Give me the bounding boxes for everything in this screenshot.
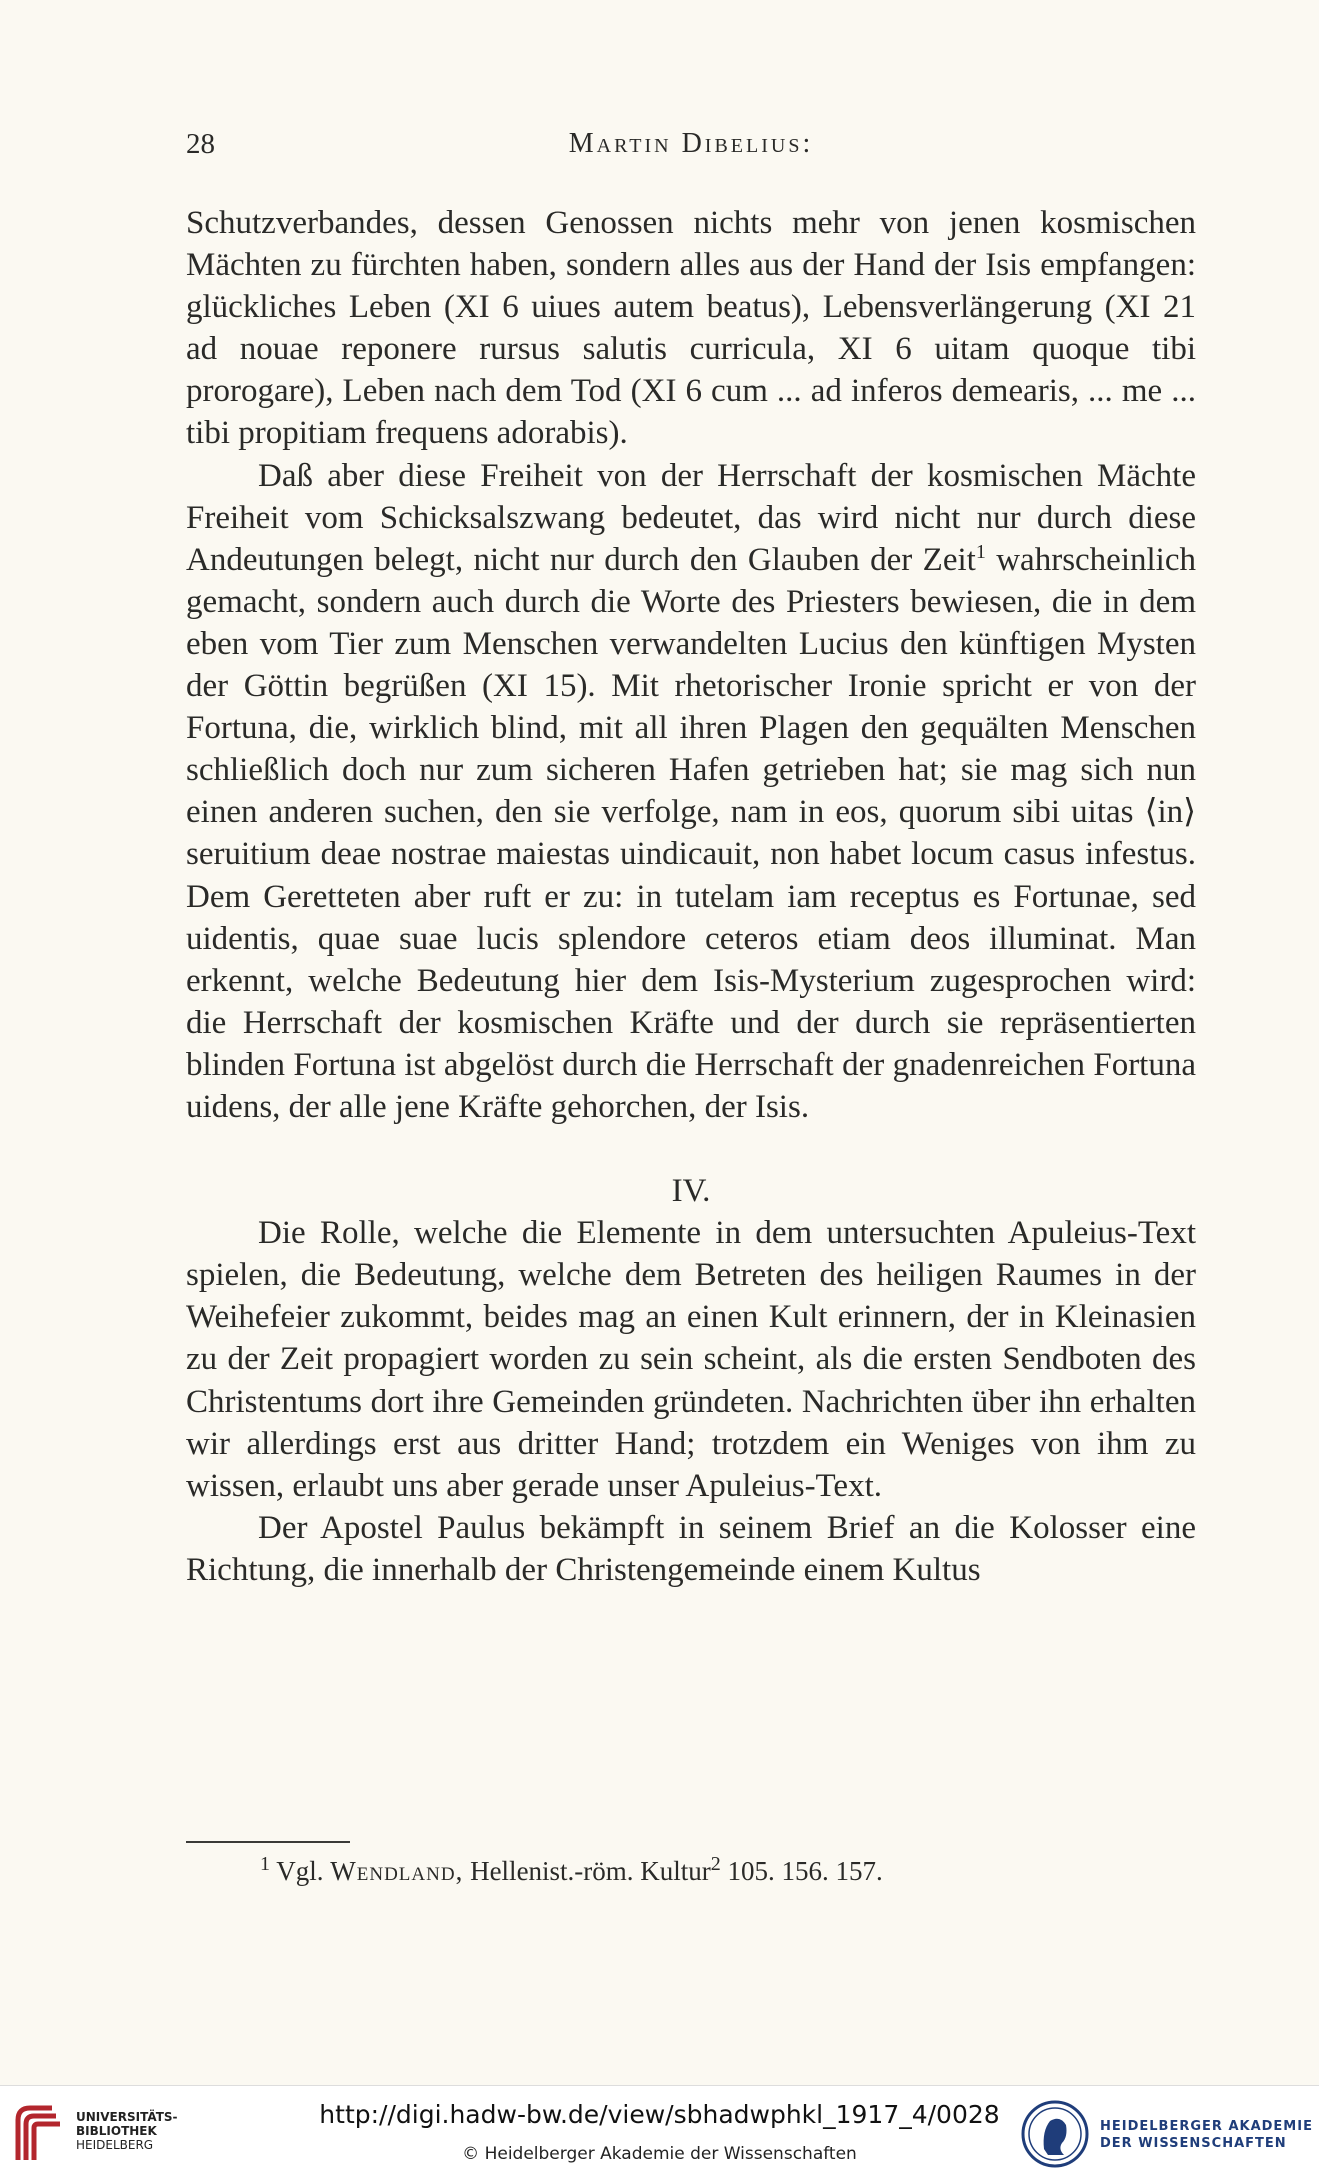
ub-line-1: UNIVERSITÄTS-: [76, 2110, 178, 2124]
copyright-notice: © Heidelberger Akademie der Wissenschaften: [462, 2144, 857, 2164]
footnote-pages: 105. 156. 157.: [727, 1856, 883, 1886]
academy-seal-icon[interactable]: [1020, 2097, 1090, 2171]
academy-name: [1100, 2118, 1313, 2152]
footnote-author: Wendland,: [330, 1856, 464, 1886]
footnote: [260, 1853, 883, 1887]
footnote-title: Hellenist.-röm. Kultur: [470, 1856, 711, 1886]
body-text: [186, 202, 1196, 1591]
footnote-edition: 2: [710, 1853, 721, 1875]
paragraph-4: Der Apostel Paulus bekämpft in seinem Brief an die Kolosser eine Richtung, die innerhalb der Christengemeinde einem Kultus: [186, 1509, 1196, 1588]
academy-line-1: HEIDELBERGER AKADEMIE: [1100, 2119, 1313, 2134]
academy-line-2: DER WISSENSCHAFTEN: [1100, 2136, 1287, 2151]
footnote-reference[interactable]: 1: [975, 540, 986, 563]
footnote-pre: Vgl.: [276, 1856, 324, 1886]
permalink-url[interactable]: http://digi.hadw-bw.de/view/sbhadwphkl_1917_4/0028: [319, 2100, 1000, 2129]
paragraph-3: Die Rolle, welche die Elemente in dem untersuchten Apuleius-Text spielen, die Bedeutung, welche dem Betreten des heiligen Raumes in der Weihefeier zukommt, beides mag an einen Kult erinnern, der in Kleinasien zu der Zeit propagiert worden zu sein scheint, als die ersten Sendboten des Christentums dort ihre Gemeinden gründeten. Nachrichten über ihn erhalten wir allerdings erst aus dritter Hand; trotzdem ein Weniges von ihm zu wissen, erlaubt uns aber gerade unser Apuleius-Text.: [186, 1215, 1196, 1504]
section-heading: IV.: [671, 1173, 711, 1210]
paragraph-2: [186, 455, 1196, 1129]
page-number: 28: [186, 128, 215, 160]
page-header: [186, 128, 1196, 168]
ub-line-2: BIBLIOTHEK: [76, 2124, 157, 2138]
viewer-footer: [0, 2085, 1319, 2183]
ub-line-3: HEIDELBERG: [76, 2138, 154, 2152]
paragraph-2-part-a: Daß aber diese Freiheit von der Herrschaft der kosmischen Mächte Freiheit vom Schicksalszwang bedeutet, das wird nicht nur durch diese Andeutungen belegt, nicht nur durch den Glauben der Zeit: [186, 457, 1196, 578]
footnote-marker: 1: [260, 1853, 270, 1875]
paragraph-2-part-b: wahrscheinlich gemacht, sondern auch durch die Worte des Priesters bewiesen, die in dem eben vom Tier zum Menschen verwandelten Lucius den künftigen Mysten der Göttin begrüßen (XI 15). Mit rhetorischer Ironie spricht er von der Fortuna, die, wirklich blind, mit all ihren Plagen den gequälten Menschen schließlich doch nur zum sicheren Hafen getrieben hat; sie mag sich nun einen anderen suchen, den sie verfolge, nam in eos, quorum sibi uitas ⟨in⟩ seruitium deae nostrae maiestas uindicauit, non habet locum casus infestus. Dem Geretteten aber ruft er zu: in tutelam iam receptus es Fortunae, sed uidentis, quae suae lucis splendore ceteros etiam deos illuminat. Man erkennt, welche Bedeutung hier dem Isis-Mysterium zugesprochen wird: die Herrschaft der kosmischen Kräfte und der durch sie repräsentierten blinden Fortuna ist abgelöst durch die Herrschaft der gnadenreichen Fortuna uidens, der alle jene Kräfte gehorchen, der Isis.: [186, 541, 1196, 1125]
footnote-rule: [186, 1841, 350, 1843]
paragraph-1: Schutzverbandes, dessen Genossen nichts mehr von jenen kosmischen Mächten zu fürchten haben, sondern alles aus der Hand der Isis empfangen: glückliches Leben (XI 6 uiues autem beatus), Lebensverlängerung (XI 21 ad nouae reponere rursus salutis curricula, XI 6 uitam quoque tibi prorogare), Leben nach dem Tod (XI 6 cum ... ad inferos demearis, ... me ... tibi propitiam frequens adorabis).: [186, 205, 1196, 452]
running-head: Martin Dibelius:: [568, 128, 814, 159]
